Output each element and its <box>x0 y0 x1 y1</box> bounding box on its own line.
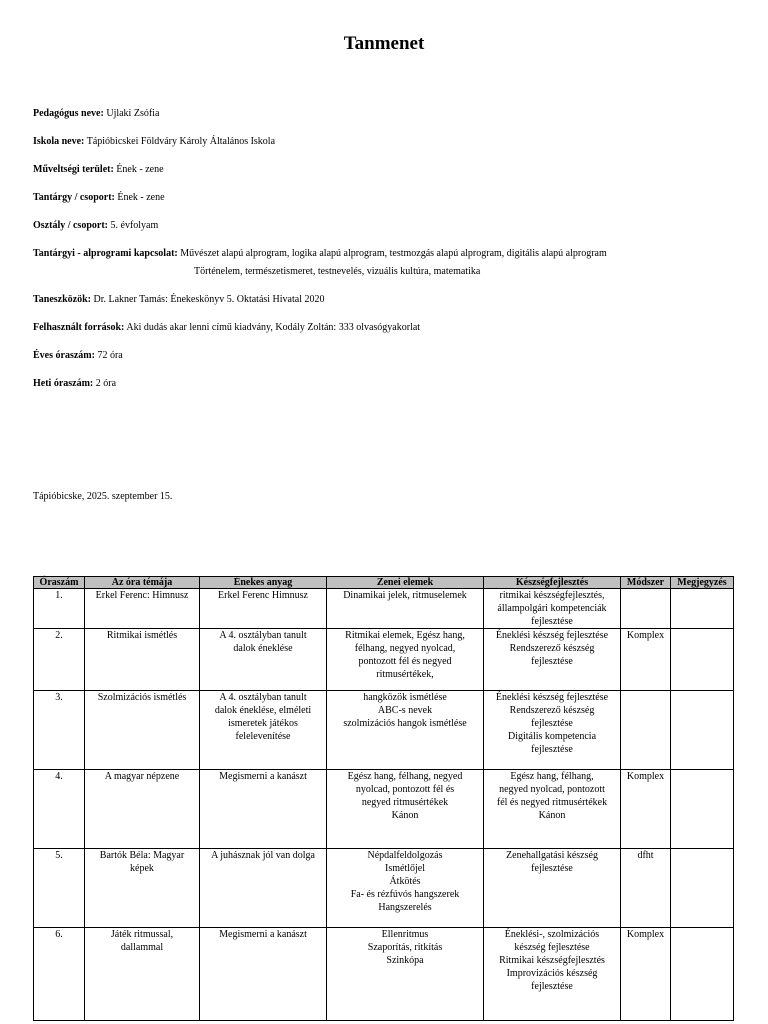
lesson-elements: Dinamikai jelek, ritmuselemek <box>327 589 484 629</box>
field-value: Ujlaki Zsófia <box>106 108 160 119</box>
lesson-skills: Éneklési készség fejlesztése Rendszerező készség fejlesztése Digitális kompetencia fejlesztése <box>484 691 621 770</box>
header-cell: Énekes anyag <box>200 577 327 589</box>
field-school <box>33 136 753 148</box>
field-label: Heti óraszám: <box>33 378 94 389</box>
lesson-topic: A magyar népzene <box>85 770 200 849</box>
lesson-skills: Éneklési-, szolmizációs készség fejlesztése Ritmikai készségfejlesztés Improvizációs készség fejlesztése <box>484 928 621 1021</box>
field-subprogram <box>33 248 753 278</box>
field-continuation: Történelem, természetismeret, testnevelés, vizuális kultúra, matematika <box>194 266 481 277</box>
lesson-number: 6. <box>34 928 85 1021</box>
lesson-song: Megismerni a kanászt <box>200 770 327 849</box>
lesson-note <box>671 629 734 691</box>
field-teacher <box>33 108 753 120</box>
lesson-note <box>671 849 734 928</box>
field-value: 72 óra <box>97 350 123 361</box>
table-row <box>34 691 734 770</box>
field-weekly-hours <box>33 378 753 390</box>
lesson-elements: Ritmikai elemek, Egész hang, félhang, negyed nyolcad, pontozott fél és negyed ritmusértékek, <box>327 629 484 691</box>
header-cell: Módszer <box>621 577 671 589</box>
lesson-topic: Ritmikai ismétlés <box>85 629 200 691</box>
field-label: Tantárgy / csoport: <box>33 192 115 203</box>
header-cell: Az óra témája <box>85 577 200 589</box>
table-row <box>34 589 734 629</box>
lesson-topic: Játék ritmussal, dallammal <box>85 928 200 1021</box>
field-value: Ének - zene <box>117 192 165 203</box>
lesson-number: 4. <box>34 770 85 849</box>
table-row <box>34 629 734 691</box>
lesson-topic: Szolmizációs ismétlés <box>85 691 200 770</box>
field-value: Ének - zene <box>116 164 164 175</box>
document-title: Tanmenet <box>343 33 425 54</box>
field-subject <box>33 192 753 204</box>
field-label: Osztály / csoport: <box>33 220 108 231</box>
lesson-note <box>671 589 734 629</box>
lesson-method: dfht <box>621 849 671 928</box>
lesson-number: 3. <box>34 691 85 770</box>
field-value: 5. évfolyam <box>110 220 159 231</box>
lesson-skills: ritmikai készségfejlesztés, állampolgári kompetenciák fejlesztése <box>484 589 621 629</box>
lesson-topic: Bartók Béla: Magyar képek <box>85 849 200 928</box>
lesson-song: A juhásznak jól van dolga <box>200 849 327 928</box>
lesson-plan-table <box>33 576 734 1021</box>
field-value: Aki dudás akar lenni című kiadvány, Kodály Zoltán: 333 olvasógyakorlat <box>126 322 421 333</box>
field-label: Műveltségi terület: <box>33 164 114 175</box>
lesson-song: A 4. osztályban tanult dalok éneklése <box>200 629 327 691</box>
header-cell: Zenei elemek <box>327 577 484 589</box>
lesson-skills: Éneklési készség fejlesztése Rendszerező készség fejlesztése <box>484 629 621 691</box>
lesson-skills: Zenehallgatási készség fejlesztése <box>484 849 621 928</box>
field-value: Tápióbicskei Földváry Károly Általános Iskola <box>86 136 276 147</box>
lesson-song: Erkel Ferenc Himnusz <box>200 589 327 629</box>
lesson-method <box>621 691 671 770</box>
field-label: Iskola neve: <box>33 136 85 147</box>
lesson-elements: Egész hang, félhang, negyed nyolcad, pontozott fél és negyed ritmusértékek Kánon <box>327 770 484 849</box>
lesson-number: 1. <box>34 589 85 629</box>
table-row <box>34 928 734 1021</box>
field-annual-hours <box>33 350 753 362</box>
field-subject-area <box>33 164 753 176</box>
field-sources <box>33 322 753 334</box>
lesson-elements: Ellenritmus Szaporítás, ritkítás Szinkópa <box>327 928 484 1021</box>
lesson-method: Komplex <box>621 770 671 849</box>
field-value: 2 óra <box>95 378 117 389</box>
lesson-topic: Erkel Ferenc: Himnusz <box>85 589 200 629</box>
lesson-skills: Egész hang, félhang, negyed nyolcad, pontozott fél és negyed ritmusértékek Kánon <box>484 770 621 849</box>
field-class <box>33 220 753 232</box>
table-row <box>34 770 734 849</box>
lesson-elements: Népdalfeldolgozás Ismétlőjel Átkötés Fa- és rézfúvós hangszerek Hangszerelés <box>327 849 484 928</box>
lesson-number: 2. <box>34 629 85 691</box>
lesson-method: Komplex <box>621 629 671 691</box>
lesson-song: Megismerni a kanászt <box>200 928 327 1021</box>
field-label: Felhasznált források: <box>33 322 125 333</box>
date-line: Tápióbicske, 2025. szeptember 15. <box>33 491 173 502</box>
lesson-elements: hangközök ismétlése ABC-s nevek szolmizációs hangok ismétlése <box>327 691 484 770</box>
field-tools <box>33 294 753 306</box>
lesson-note <box>671 928 734 1021</box>
field-value: Művészet alapú alprogram, logika alapú alprogram, testmozgás alapú alprogram, digitális alapú alprogram <box>180 248 607 259</box>
lesson-song: A 4. osztályban tanult dalok éneklése, elméleti ismeretek játékos felelevenítése <box>200 691 327 770</box>
lesson-number: 5. <box>34 849 85 928</box>
lesson-note <box>671 770 734 849</box>
header-cell: Megjegyzés <box>671 577 734 589</box>
lesson-note <box>671 691 734 770</box>
field-value: Dr. Lakner Tamás: Énekeskönyv 5. Oktatási Hivatal 2020 <box>93 294 325 305</box>
lesson-method: Komplex <box>621 928 671 1021</box>
field-label: Tantárgyi - alprogrami kapcsolat: <box>33 248 178 259</box>
table-header-row <box>34 577 734 589</box>
header-cell: Óraszám <box>34 577 85 589</box>
header-cell: Készségfejlesztés <box>484 577 621 589</box>
field-label: Pedagógus neve: <box>33 108 104 119</box>
field-label: Éves óraszám: <box>33 350 95 361</box>
table-row <box>34 849 734 928</box>
lesson-method <box>621 589 671 629</box>
field-label: Taneszközök: <box>33 294 91 305</box>
